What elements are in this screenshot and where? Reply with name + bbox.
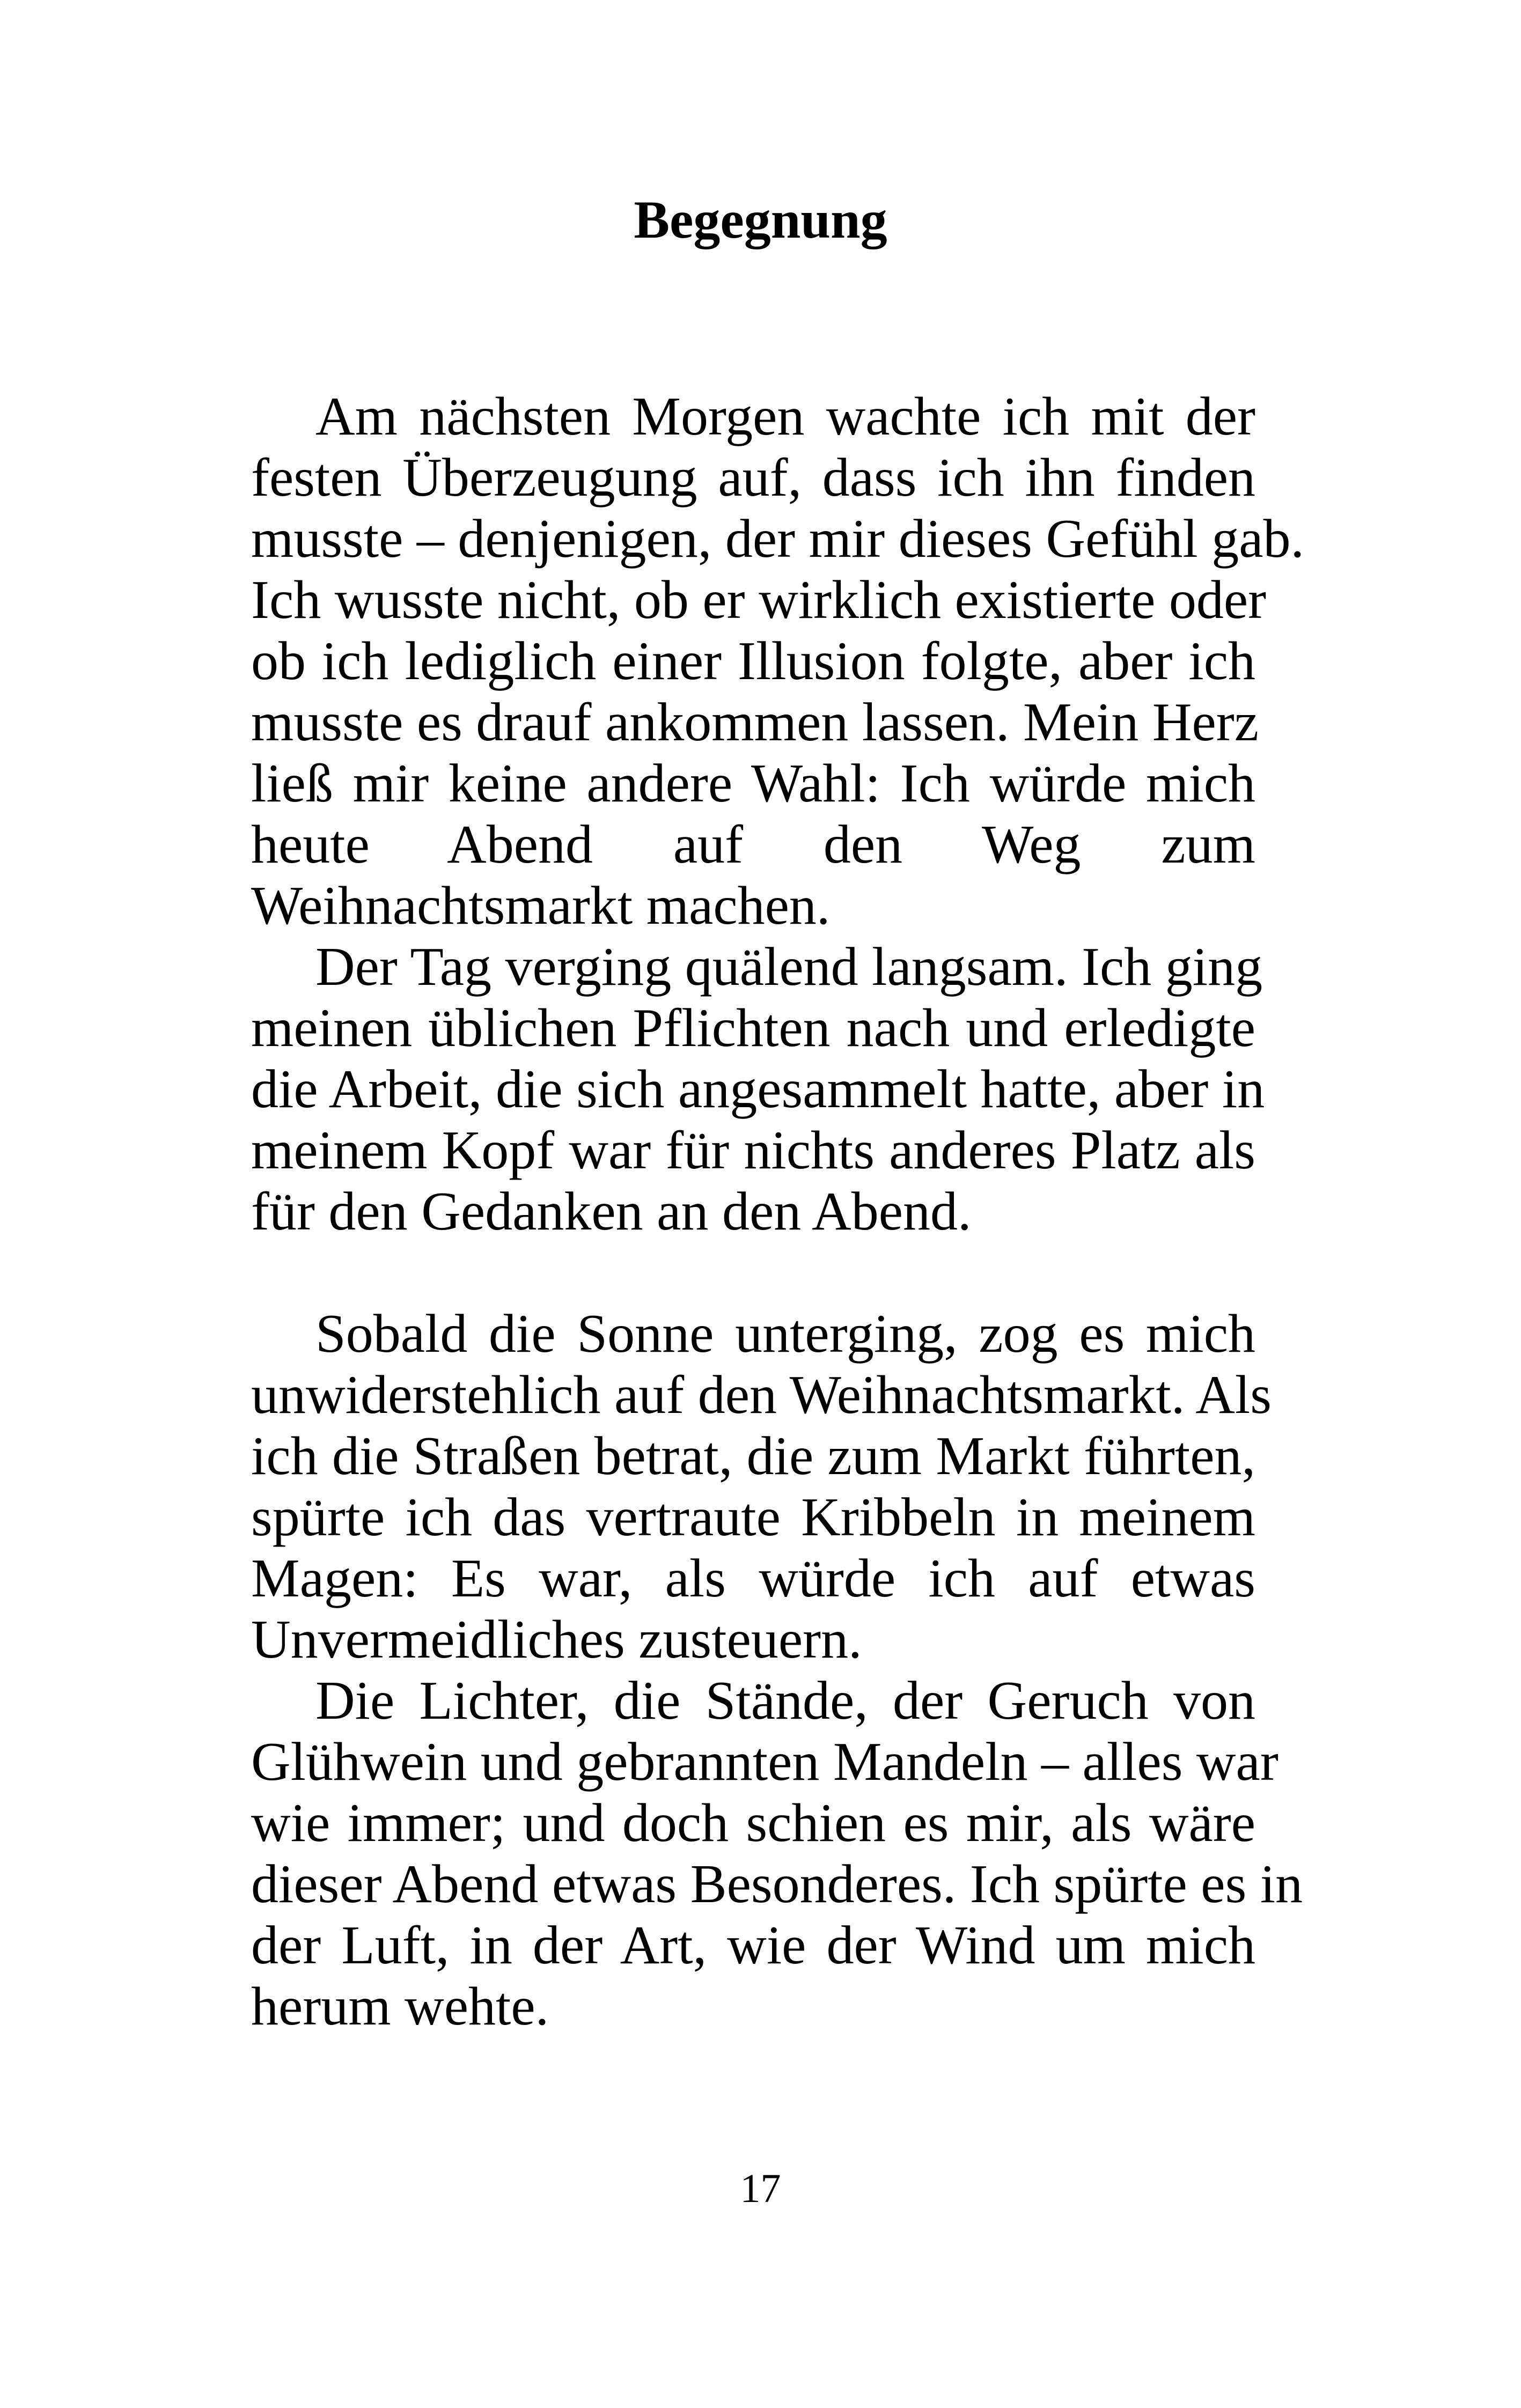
paragraph bbox=[251, 937, 1265, 1242]
page-number: 17 bbox=[740, 2166, 781, 2211]
body-text bbox=[251, 386, 1305, 2037]
text-line: unwiderstehlich auf den Weihnachtsmarkt. Als bbox=[251, 1365, 1272, 1425]
text-line: festen Überzeugung auf, dass ich ihn finden bbox=[251, 447, 1255, 508]
chapter-title: Begegnung bbox=[634, 190, 887, 249]
text-line: Sobald die Sonne unterging, zog es mich bbox=[315, 1304, 1255, 1364]
paragraph bbox=[251, 1304, 1272, 1670]
text-line: Die Lichter, die Stände, der Geruch von bbox=[315, 1670, 1255, 1731]
text-line: ob ich lediglich einer Illusion folgte, aber ich bbox=[251, 631, 1255, 691]
text-line: wie immer; und doch schien es mir, als wäre bbox=[251, 1793, 1255, 1853]
text-line: Am nächsten Morgen wachte ich mit der bbox=[315, 386, 1255, 447]
text-line: herum wehte. bbox=[251, 1976, 549, 2037]
text-line: musste es drauf ankommen lassen. Mein Herz bbox=[251, 692, 1259, 753]
paragraph bbox=[251, 1670, 1303, 2037]
text-line: Glühwein und gebrannten Mandeln – alles war bbox=[251, 1732, 1278, 1792]
section-gap bbox=[251, 1242, 1255, 1304]
text-line: spürte ich das vertraute Kribbeln in meinem bbox=[251, 1487, 1255, 1548]
text-line: ließ mir keine andere Wahl: Ich würde mich bbox=[251, 753, 1255, 814]
text-line: Der Tag verging quälend langsam. Ich ging bbox=[315, 937, 1263, 997]
text-line: heute Abend auf den Weg zum bbox=[251, 814, 1255, 875]
text-line: musste – denjenigen, der mir dieses Gefühl gab. bbox=[251, 509, 1305, 569]
text-line: die Arbeit, die sich angesammelt hatte, aber in bbox=[251, 1059, 1265, 1120]
paragraph bbox=[251, 386, 1305, 937]
text-line: der Luft, in der Art, wie der Wind um mich bbox=[251, 1915, 1255, 1976]
text-line: Unvermeidliches zusteuern. bbox=[251, 1609, 862, 1670]
text-line: Weihnachtsmarkt machen. bbox=[251, 875, 831, 936]
text-line: für den Gedanken an den Abend. bbox=[251, 1181, 972, 1242]
text-line: Magen: Es war, als würde ich auf etwas bbox=[251, 1548, 1255, 1609]
text-line: Ich wusste nicht, ob er wirklich existierte oder bbox=[251, 570, 1267, 630]
text-line: meinen üblichen Pflichten nach und erledigte bbox=[251, 998, 1255, 1058]
text-line: ich die Straßen betrat, die zum Markt führten, bbox=[251, 1426, 1255, 1486]
text-line: meinem Kopf war für nichts anderes Platz als bbox=[251, 1120, 1255, 1181]
text-line: dieser Abend etwas Besonderes. Ich spürte es in bbox=[251, 1854, 1303, 1914]
